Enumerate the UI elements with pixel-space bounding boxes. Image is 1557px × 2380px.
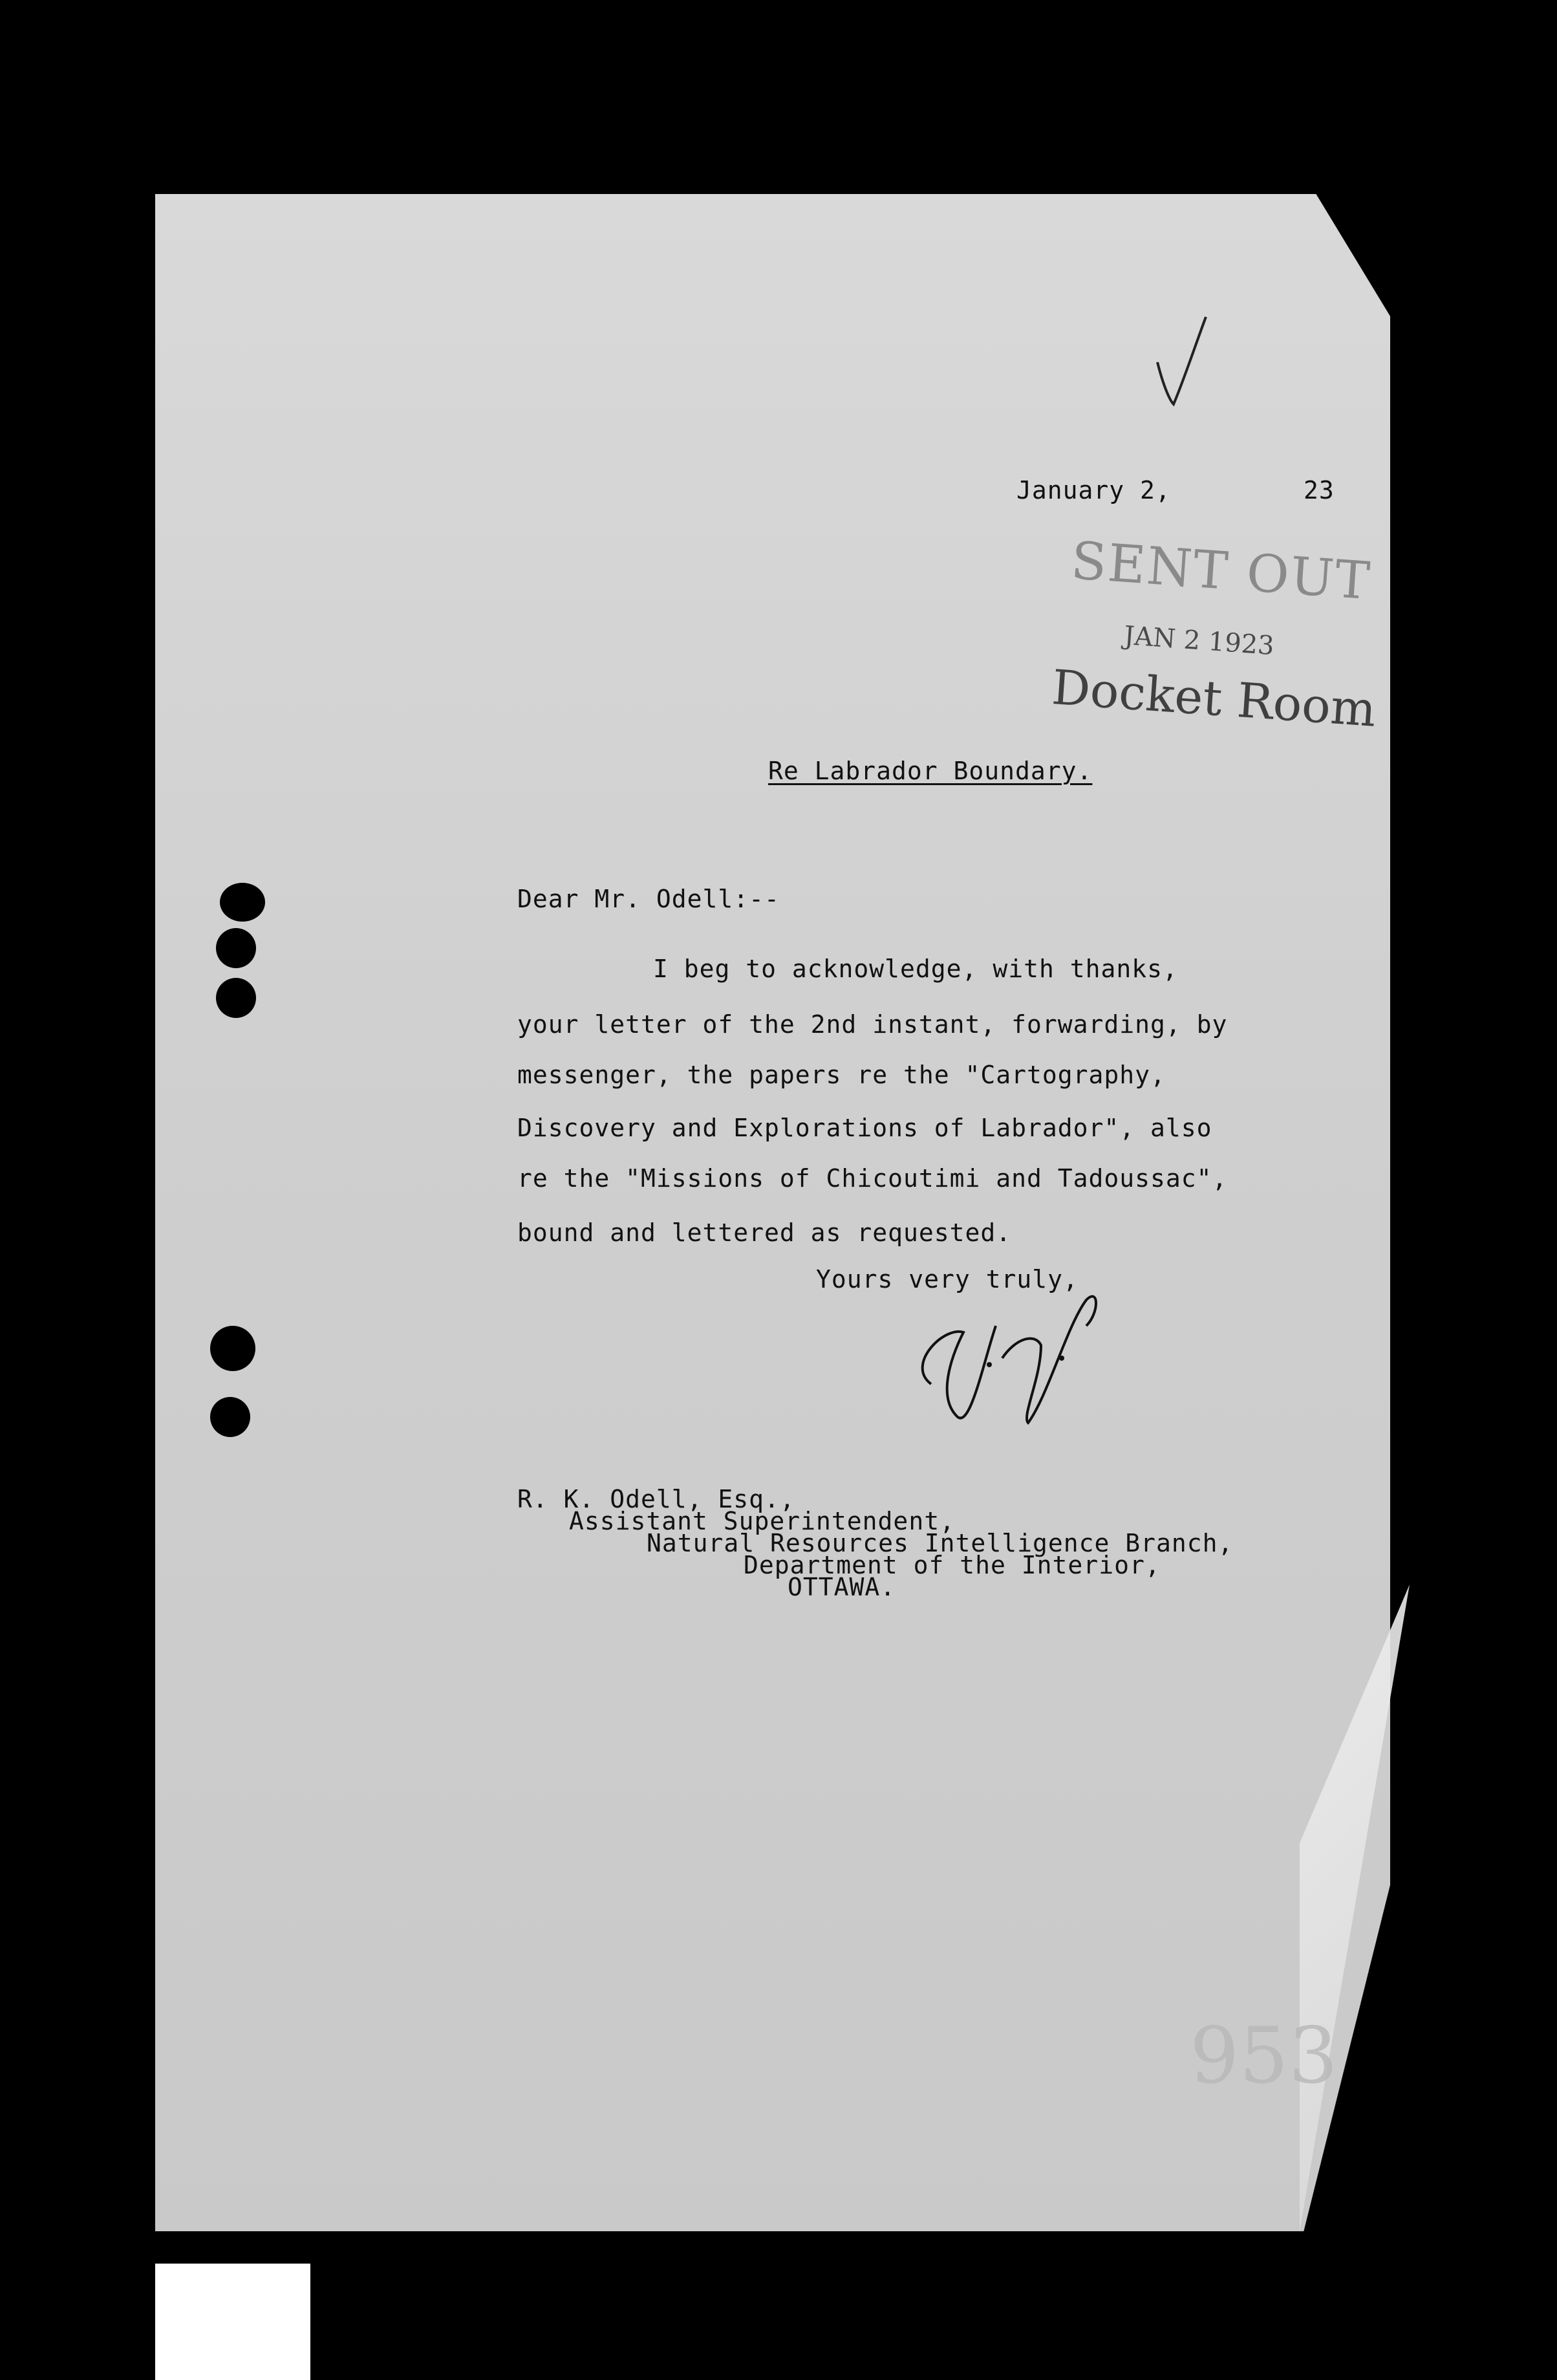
punch-hole xyxy=(220,883,265,922)
body-line: bound and lettered as requested. xyxy=(517,1218,1012,1247)
body-line: messenger, the papers re the "Cartography, xyxy=(517,1061,1166,1089)
punch-hole xyxy=(216,928,256,968)
body-line: re the "Missions of Chicoutimi and Tadoussac", xyxy=(517,1164,1228,1193)
white-tab xyxy=(155,2264,310,2380)
body-line: your letter of the 2nd instant, forwarding, by xyxy=(517,1010,1228,1039)
signature-icon xyxy=(892,1287,1138,1442)
addressee-line: Natural Resources Intelligence Branch, xyxy=(647,1529,1234,1557)
punch-hole xyxy=(210,1397,250,1437)
stamp-sent-out: SENT OUT xyxy=(1069,530,1373,612)
addressee-line: OTTAWA. xyxy=(788,1573,896,1601)
letter-closing: Yours very truly, xyxy=(816,1265,1079,1293)
addressee-line: R. K. Odell, Esq., xyxy=(517,1485,795,1513)
addressee-line: Department of the Interior, xyxy=(744,1551,1161,1579)
pencil-check-icon xyxy=(1144,310,1216,407)
letter-date: January 2, xyxy=(1016,476,1171,504)
addressee-line: Assistant Superintendent, xyxy=(569,1507,955,1535)
letter-subject: Re Labrador Boundary. xyxy=(768,757,1093,785)
letter-year: 23 xyxy=(1304,476,1335,504)
punch-hole xyxy=(210,1326,255,1371)
stamp-date: JAN 2 1923 xyxy=(1122,621,1276,662)
body-line: I beg to acknowledge, with thanks, xyxy=(653,955,1178,983)
page-number-mark: 953 xyxy=(1190,2011,1338,2101)
body-line: Discovery and Explorations of Labrador", also xyxy=(517,1114,1212,1142)
letter-salutation: Dear Mr. Odell:-- xyxy=(517,885,780,913)
punch-hole xyxy=(216,978,256,1018)
letter-page xyxy=(155,194,1390,2231)
stamp-docket-room: Docket Room xyxy=(1050,660,1378,738)
